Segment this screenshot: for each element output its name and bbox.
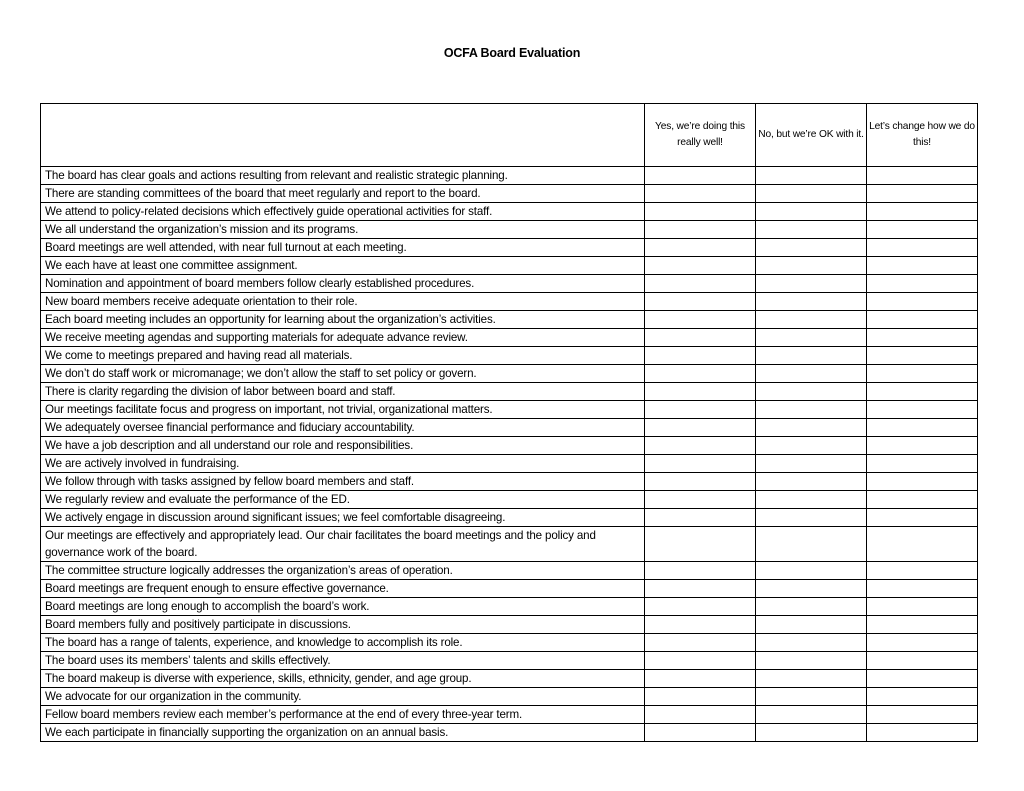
- statement-text: Board members fully and positively participate in discussions.: [41, 616, 645, 634]
- response-cell-change[interactable]: [867, 239, 978, 257]
- table-row: [41, 437, 978, 455]
- response-cell-doing-well[interactable]: [645, 527, 756, 562]
- table-row: [41, 239, 978, 257]
- response-cell-doing-well[interactable]: [645, 706, 756, 724]
- response-cell-ok[interactable]: [756, 509, 867, 527]
- table-row: [41, 562, 978, 580]
- response-cell-doing-well[interactable]: [645, 275, 756, 293]
- response-cell-ok[interactable]: [756, 724, 867, 742]
- table-row: [41, 275, 978, 293]
- response-cell-change[interactable]: [867, 724, 978, 742]
- response-cell-ok[interactable]: [756, 562, 867, 580]
- statement-text: Nomination and appointment of board members follow clearly established procedures.: [41, 275, 645, 293]
- response-cell-ok[interactable]: [756, 293, 867, 311]
- evaluation-table: [40, 103, 978, 742]
- response-cell-change[interactable]: [867, 688, 978, 706]
- statement-text: The board has clear goals and actions resulting from relevant and realistic strategic planning.: [41, 167, 645, 185]
- response-cell-doing-well[interactable]: [645, 239, 756, 257]
- response-cell-ok[interactable]: [756, 634, 867, 652]
- response-cell-ok[interactable]: [756, 473, 867, 491]
- statement-text: There is clarity regarding the division of labor between board and staff.: [41, 383, 645, 401]
- response-cell-change[interactable]: [867, 437, 978, 455]
- response-cell-doing-well[interactable]: [645, 724, 756, 742]
- response-cell-doing-well[interactable]: [645, 634, 756, 652]
- response-cell-ok[interactable]: [756, 437, 867, 455]
- document-title: OCFA Board Evaluation: [443, 46, 581, 60]
- table-row: [41, 257, 978, 275]
- response-cell-change[interactable]: [867, 401, 978, 419]
- table-row: [41, 401, 978, 419]
- table-row: [41, 688, 978, 706]
- response-cell-doing-well[interactable]: [645, 257, 756, 275]
- option-header-change: Let’s change how we do this!: [867, 104, 978, 167]
- statement-text: We advocate for our organization in the community.: [41, 688, 645, 706]
- table-row: [41, 652, 978, 670]
- response-cell-ok[interactable]: [756, 221, 867, 239]
- statement-text: We attend to policy-related decisions which effectively guide operational activities for staff.: [41, 203, 645, 221]
- response-cell-ok[interactable]: [756, 185, 867, 203]
- statement-text: We regularly review and evaluate the performance of the ED.: [41, 491, 645, 509]
- response-cell-doing-well[interactable]: [645, 455, 756, 473]
- response-cell-change[interactable]: [867, 634, 978, 652]
- response-cell-ok[interactable]: [756, 491, 867, 509]
- response-cell-ok[interactable]: [756, 257, 867, 275]
- statement-text: The board makeup is diverse with experience, skills, ethnicity, gender, and age group.: [41, 670, 645, 688]
- response-cell-change[interactable]: [867, 167, 978, 185]
- statement-text: We actively engage in discussion around significant issues; we feel comfortable disagreeing.: [41, 509, 645, 527]
- statement-text: Each board meeting includes an opportunity for learning about the organization’s activities.: [41, 311, 645, 329]
- statement-text: We come to meetings prepared and having read all materials.: [41, 347, 645, 365]
- table-row: [41, 365, 978, 383]
- response-cell-doing-well[interactable]: [645, 580, 756, 598]
- response-cell-change[interactable]: [867, 329, 978, 347]
- table-row: [41, 185, 978, 203]
- response-cell-doing-well[interactable]: [645, 185, 756, 203]
- response-cell-change[interactable]: [867, 203, 978, 221]
- response-cell-change[interactable]: [867, 185, 978, 203]
- table-row: [41, 598, 978, 616]
- response-cell-doing-well[interactable]: [645, 473, 756, 491]
- response-cell-ok[interactable]: [756, 652, 867, 670]
- statement-text: We adequately oversee financial performance and fiduciary accountability.: [41, 419, 645, 437]
- table-row: [41, 419, 978, 437]
- statement-text: There are standing committees of the board that meet regularly and report to the board.: [41, 185, 645, 203]
- response-cell-ok[interactable]: [756, 239, 867, 257]
- statement-text: We don’t do staff work or micromanage; we don’t allow the staff to set policy or govern.: [41, 365, 645, 383]
- response-cell-doing-well[interactable]: [645, 203, 756, 221]
- statement-text: Board meetings are frequent enough to ensure effective governance.: [41, 580, 645, 598]
- response-cell-change[interactable]: [867, 221, 978, 239]
- response-cell-doing-well[interactable]: [645, 347, 756, 365]
- statement-text: We each participate in financially supporting the organization on an annual basis.: [41, 724, 645, 742]
- statement-text: New board members receive adequate orientation to their role.: [41, 293, 645, 311]
- table-row: [41, 329, 978, 347]
- response-cell-change[interactable]: [867, 365, 978, 383]
- table-row: [41, 311, 978, 329]
- statement-text: We are actively involved in fundraising.: [41, 455, 645, 473]
- statement-text: Fellow board members review each member’s performance at the end of every three-year term.: [41, 706, 645, 724]
- response-cell-ok[interactable]: [756, 329, 867, 347]
- response-cell-ok[interactable]: [756, 275, 867, 293]
- response-cell-doing-well[interactable]: [645, 401, 756, 419]
- response-cell-change[interactable]: [867, 527, 978, 562]
- statement-text: Board meetings are well attended, with near full turnout at each meeting.: [41, 239, 645, 257]
- response-cell-ok[interactable]: [756, 167, 867, 185]
- response-cell-ok[interactable]: [756, 347, 867, 365]
- response-cell-ok[interactable]: [756, 203, 867, 221]
- response-cell-ok[interactable]: [756, 580, 867, 598]
- response-cell-change[interactable]: [867, 257, 978, 275]
- statement-text: We all understand the organization’s mission and its programs.: [41, 221, 645, 239]
- table-row: [41, 527, 978, 562]
- response-cell-ok[interactable]: [756, 598, 867, 616]
- statement-text: We have a job description and all understand our role and responsibilities.: [41, 437, 645, 455]
- table-row: [41, 221, 978, 239]
- table-row: [41, 616, 978, 634]
- response-cell-ok[interactable]: [756, 670, 867, 688]
- response-cell-change[interactable]: [867, 562, 978, 580]
- response-cell-change[interactable]: [867, 652, 978, 670]
- response-cell-ok[interactable]: [756, 419, 867, 437]
- response-cell-change[interactable]: [867, 383, 978, 401]
- table-row: [41, 167, 978, 185]
- option-header-ok: No, but we’re OK with it.: [756, 104, 867, 167]
- response-cell-doing-well[interactable]: [645, 419, 756, 437]
- table-row: [41, 491, 978, 509]
- response-cell-change[interactable]: [867, 293, 978, 311]
- table-row: [41, 509, 978, 527]
- response-cell-ok[interactable]: [756, 365, 867, 383]
- response-cell-change[interactable]: [867, 580, 978, 598]
- response-cell-ok[interactable]: [756, 706, 867, 724]
- response-cell-ok[interactable]: [756, 311, 867, 329]
- statement-text: Our meetings facilitate focus and progress on important, not trivial, organizational matters.: [41, 401, 645, 419]
- response-cell-doing-well[interactable]: [645, 652, 756, 670]
- statement-text: We follow through with tasks assigned by fellow board members and staff.: [41, 473, 645, 491]
- table-row: [41, 706, 978, 724]
- response-cell-change[interactable]: [867, 509, 978, 527]
- table-row: [41, 455, 978, 473]
- statement-text: The committee structure logically addresses the organization’s areas of operation.: [41, 562, 645, 580]
- response-cell-change[interactable]: [867, 455, 978, 473]
- response-cell-doing-well[interactable]: [645, 383, 756, 401]
- response-cell-change[interactable]: [867, 491, 978, 509]
- response-cell-doing-well[interactable]: [645, 688, 756, 706]
- response-cell-doing-well[interactable]: [645, 437, 756, 455]
- statement-text: Board meetings are long enough to accomplish the board’s work.: [41, 598, 645, 616]
- response-cell-ok[interactable]: [756, 527, 867, 562]
- table-row: [41, 203, 978, 221]
- statement-text: Our meetings are effectively and appropriately lead. Our chair facilitates the board meetings and the policy and governance work of the board.: [41, 527, 645, 562]
- response-cell-change[interactable]: [867, 473, 978, 491]
- statement-text: We receive meeting agendas and supporting materials for adequate advance review.: [41, 329, 645, 347]
- table-row: [41, 724, 978, 742]
- response-cell-doing-well[interactable]: [645, 329, 756, 347]
- table-row: [41, 293, 978, 311]
- response-cell-change[interactable]: [867, 275, 978, 293]
- response-cell-ok[interactable]: [756, 455, 867, 473]
- response-cell-change[interactable]: [867, 419, 978, 437]
- statement-text: The board uses its members’ talents and skills effectively.: [41, 652, 645, 670]
- response-cell-doing-well[interactable]: [645, 311, 756, 329]
- table-row: [41, 473, 978, 491]
- response-cell-doing-well[interactable]: [645, 221, 756, 239]
- response-cell-doing-well[interactable]: [645, 562, 756, 580]
- response-cell-doing-well[interactable]: [645, 509, 756, 527]
- response-cell-ok[interactable]: [756, 616, 867, 634]
- response-cell-change[interactable]: [867, 598, 978, 616]
- option-header-doing-well: Yes, we’re doing this really well!: [645, 104, 756, 167]
- response-cell-ok[interactable]: [756, 688, 867, 706]
- statement-rows: [41, 167, 978, 742]
- response-cell-change[interactable]: [867, 311, 978, 329]
- response-cell-doing-well[interactable]: [645, 616, 756, 634]
- table-row: [41, 383, 978, 401]
- response-cell-change[interactable]: [867, 706, 978, 724]
- response-cell-doing-well[interactable]: [645, 293, 756, 311]
- table-row: [41, 347, 978, 365]
- table-row: [41, 634, 978, 652]
- response-cell-change[interactable]: [867, 616, 978, 634]
- response-cell-ok[interactable]: [756, 401, 867, 419]
- response-cell-ok[interactable]: [756, 383, 867, 401]
- response-cell-doing-well[interactable]: [645, 167, 756, 185]
- response-cell-change[interactable]: [867, 670, 978, 688]
- table-row: [41, 670, 978, 688]
- table-row: [41, 580, 978, 598]
- response-cell-change[interactable]: [867, 347, 978, 365]
- statement-text: The board has a range of talents, experience, and knowledge to accomplish its role.: [41, 634, 645, 652]
- response-cell-doing-well[interactable]: [645, 598, 756, 616]
- table-header-row: [41, 104, 978, 167]
- statement-column-header: [41, 104, 645, 167]
- response-cell-doing-well[interactable]: [645, 491, 756, 509]
- response-cell-doing-well[interactable]: [645, 365, 756, 383]
- statement-text: We each have at least one committee assignment.: [41, 257, 645, 275]
- response-cell-doing-well[interactable]: [645, 670, 756, 688]
